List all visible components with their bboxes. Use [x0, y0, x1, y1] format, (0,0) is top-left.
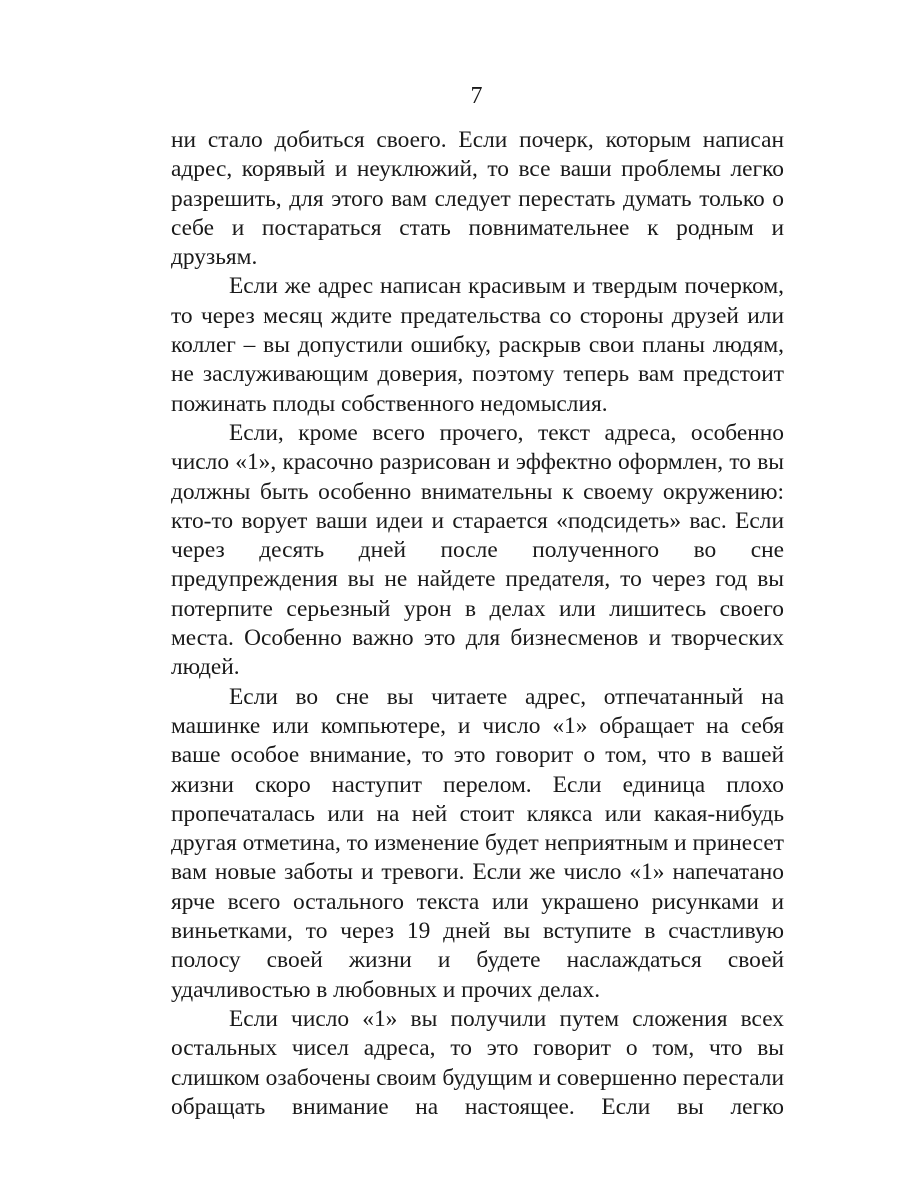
paragraph-4: Если во сне вы читаете адрес, отпечатанный на машинке или компьютере, и число «1» обращает на себя ваше особое внимание, то это говорит о том, что в вашей жизни скоро наступит перелом. Если единица плохо пропечаталась или на ней стоит клякса или какая-нибудь другая отметина, то изменение будет неприятным и принесет вам новые заботы и тревоги. Если же число «1» напечатано ярче всего остального текста или украшено рисунками и виньетками, то через 19 дней вы вступите в счастливую полосу своей жизни и будете наслаждаться своей удачливостью в любовных и прочих делах. — [171, 683, 784, 1003]
body-text — [171, 126, 784, 1122]
paragraph-3: Если, кроме всего прочего, текст адреса, особенно число «1», красочно разрисован и эффектно оформлен, то вы должны быть особенно внимательны к своему окружению: кто-то ворует ваши идеи и старается «подсидеть» вас. Если через десять дней после полученного во сне предупреждения вы не найдете предателя, то через год вы потерпите серьезный урон в делах или лишитесь своего места. Особенно важно это для бизнесменов и творческих людей. — [171, 419, 784, 681]
paragraph-1: ни стало добиться своего. Если почерк, которым написан адрес, корявый и неуклюжий, то все ваши проблемы легко разрешить, для этого вам следует перестать думать только о себе и постараться стать повнимательнее к родным и друзьям. — [171, 127, 784, 271]
paragraph-5: Если число «1» вы получили путем сложения всех остальных чисел адреса, то это говорит о том, что вы слишком озабочены своим будущим и совершенно перестали обращать внимание на настоящее. Если вы легко — [171, 1005, 784, 1120]
paragraph-2: Если же адрес написан красивым и твердым почерком, то через месяц ждите предательства со стороны друзей или коллег – вы допустили ошибку, раскрыв свои планы людям, не заслуживающим доверия, поэтому теперь вам предстоит пожинать плоды собственного недомыслия. — [171, 273, 784, 417]
page-number: 7 — [470, 83, 483, 109]
